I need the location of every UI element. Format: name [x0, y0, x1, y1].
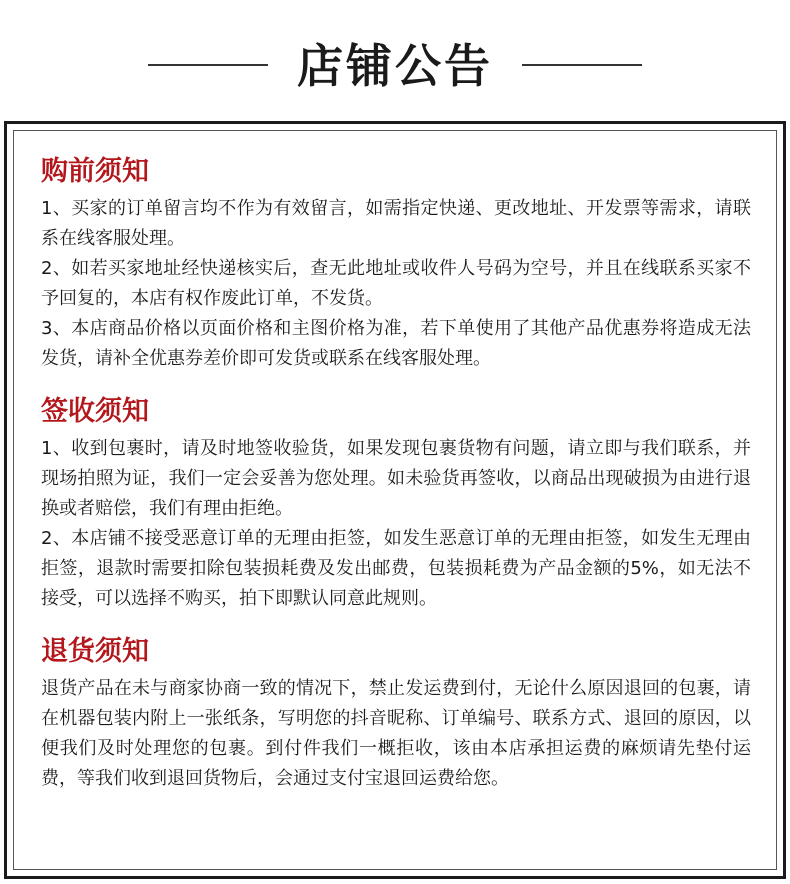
notice-header	[0, 30, 790, 102]
section-paragraph: 2、如若买家地址经快递核实后，查无此地址或收件人号码为空号，并且在线联系买家不予回复的，本店有权作废此订单，不发货。	[41, 258, 751, 309]
section-receipt	[41, 390, 751, 614]
section-paragraph: 3、本店商品价格以页面价格和主图价格为准，若下单使用了其他产品优惠券将造成无法发货，请补全优惠券差价即可发货或联系在线客服处理。	[41, 318, 751, 369]
section-paragraph: 1、收到包裹时，请及时地签收验货，如果发现包裹货物有问题，请立即与我们联系，并现场拍照为证，我们一定会妥善为您处理。如未验货再签收，以商品出现破损为由进行退换或者赔偿，我们有理由拒绝。	[41, 438, 751, 519]
section-title: 购前须知	[41, 156, 149, 187]
section-before-purchase	[41, 150, 751, 374]
section-title: 签收须知	[41, 396, 149, 427]
section-paragraph: 退货产品在未与商家协商一致的情况下，禁止发运费到付，无论什么原因退回的包裹，请在机器包装内附上一张纸条，写明您的抖音昵称、订单编号、联系方式、退回的原因，以便我们及时处理您的包裹。到付件我们一概拒收，该由本店承担运费的麻烦请先垫付运费，等我们收到退回货物后，会通过支付宝退回运费给您。	[41, 678, 751, 789]
notice-content	[41, 150, 751, 810]
section-title: 退货须知	[41, 636, 149, 667]
section-paragraph: 2、本店铺不接受恶意订单的无理由拒签，如发生恶意订单的无理由拒签，如发生无理由拒签，退款时需要扣除包装损耗费及发出邮费，包装损耗费为产品金额的5%，如无法不接受，可以选择不购买，拍下即默认同意此规则。	[41, 528, 751, 609]
header-divider-right	[522, 64, 642, 66]
page-title: 店铺公告	[297, 39, 493, 93]
section-paragraph: 1、买家的订单留言均不作为有效留言，如需指定快递、更改地址、开发票等需求，请联系在线客服处理。	[41, 198, 751, 249]
section-returns	[41, 630, 751, 794]
